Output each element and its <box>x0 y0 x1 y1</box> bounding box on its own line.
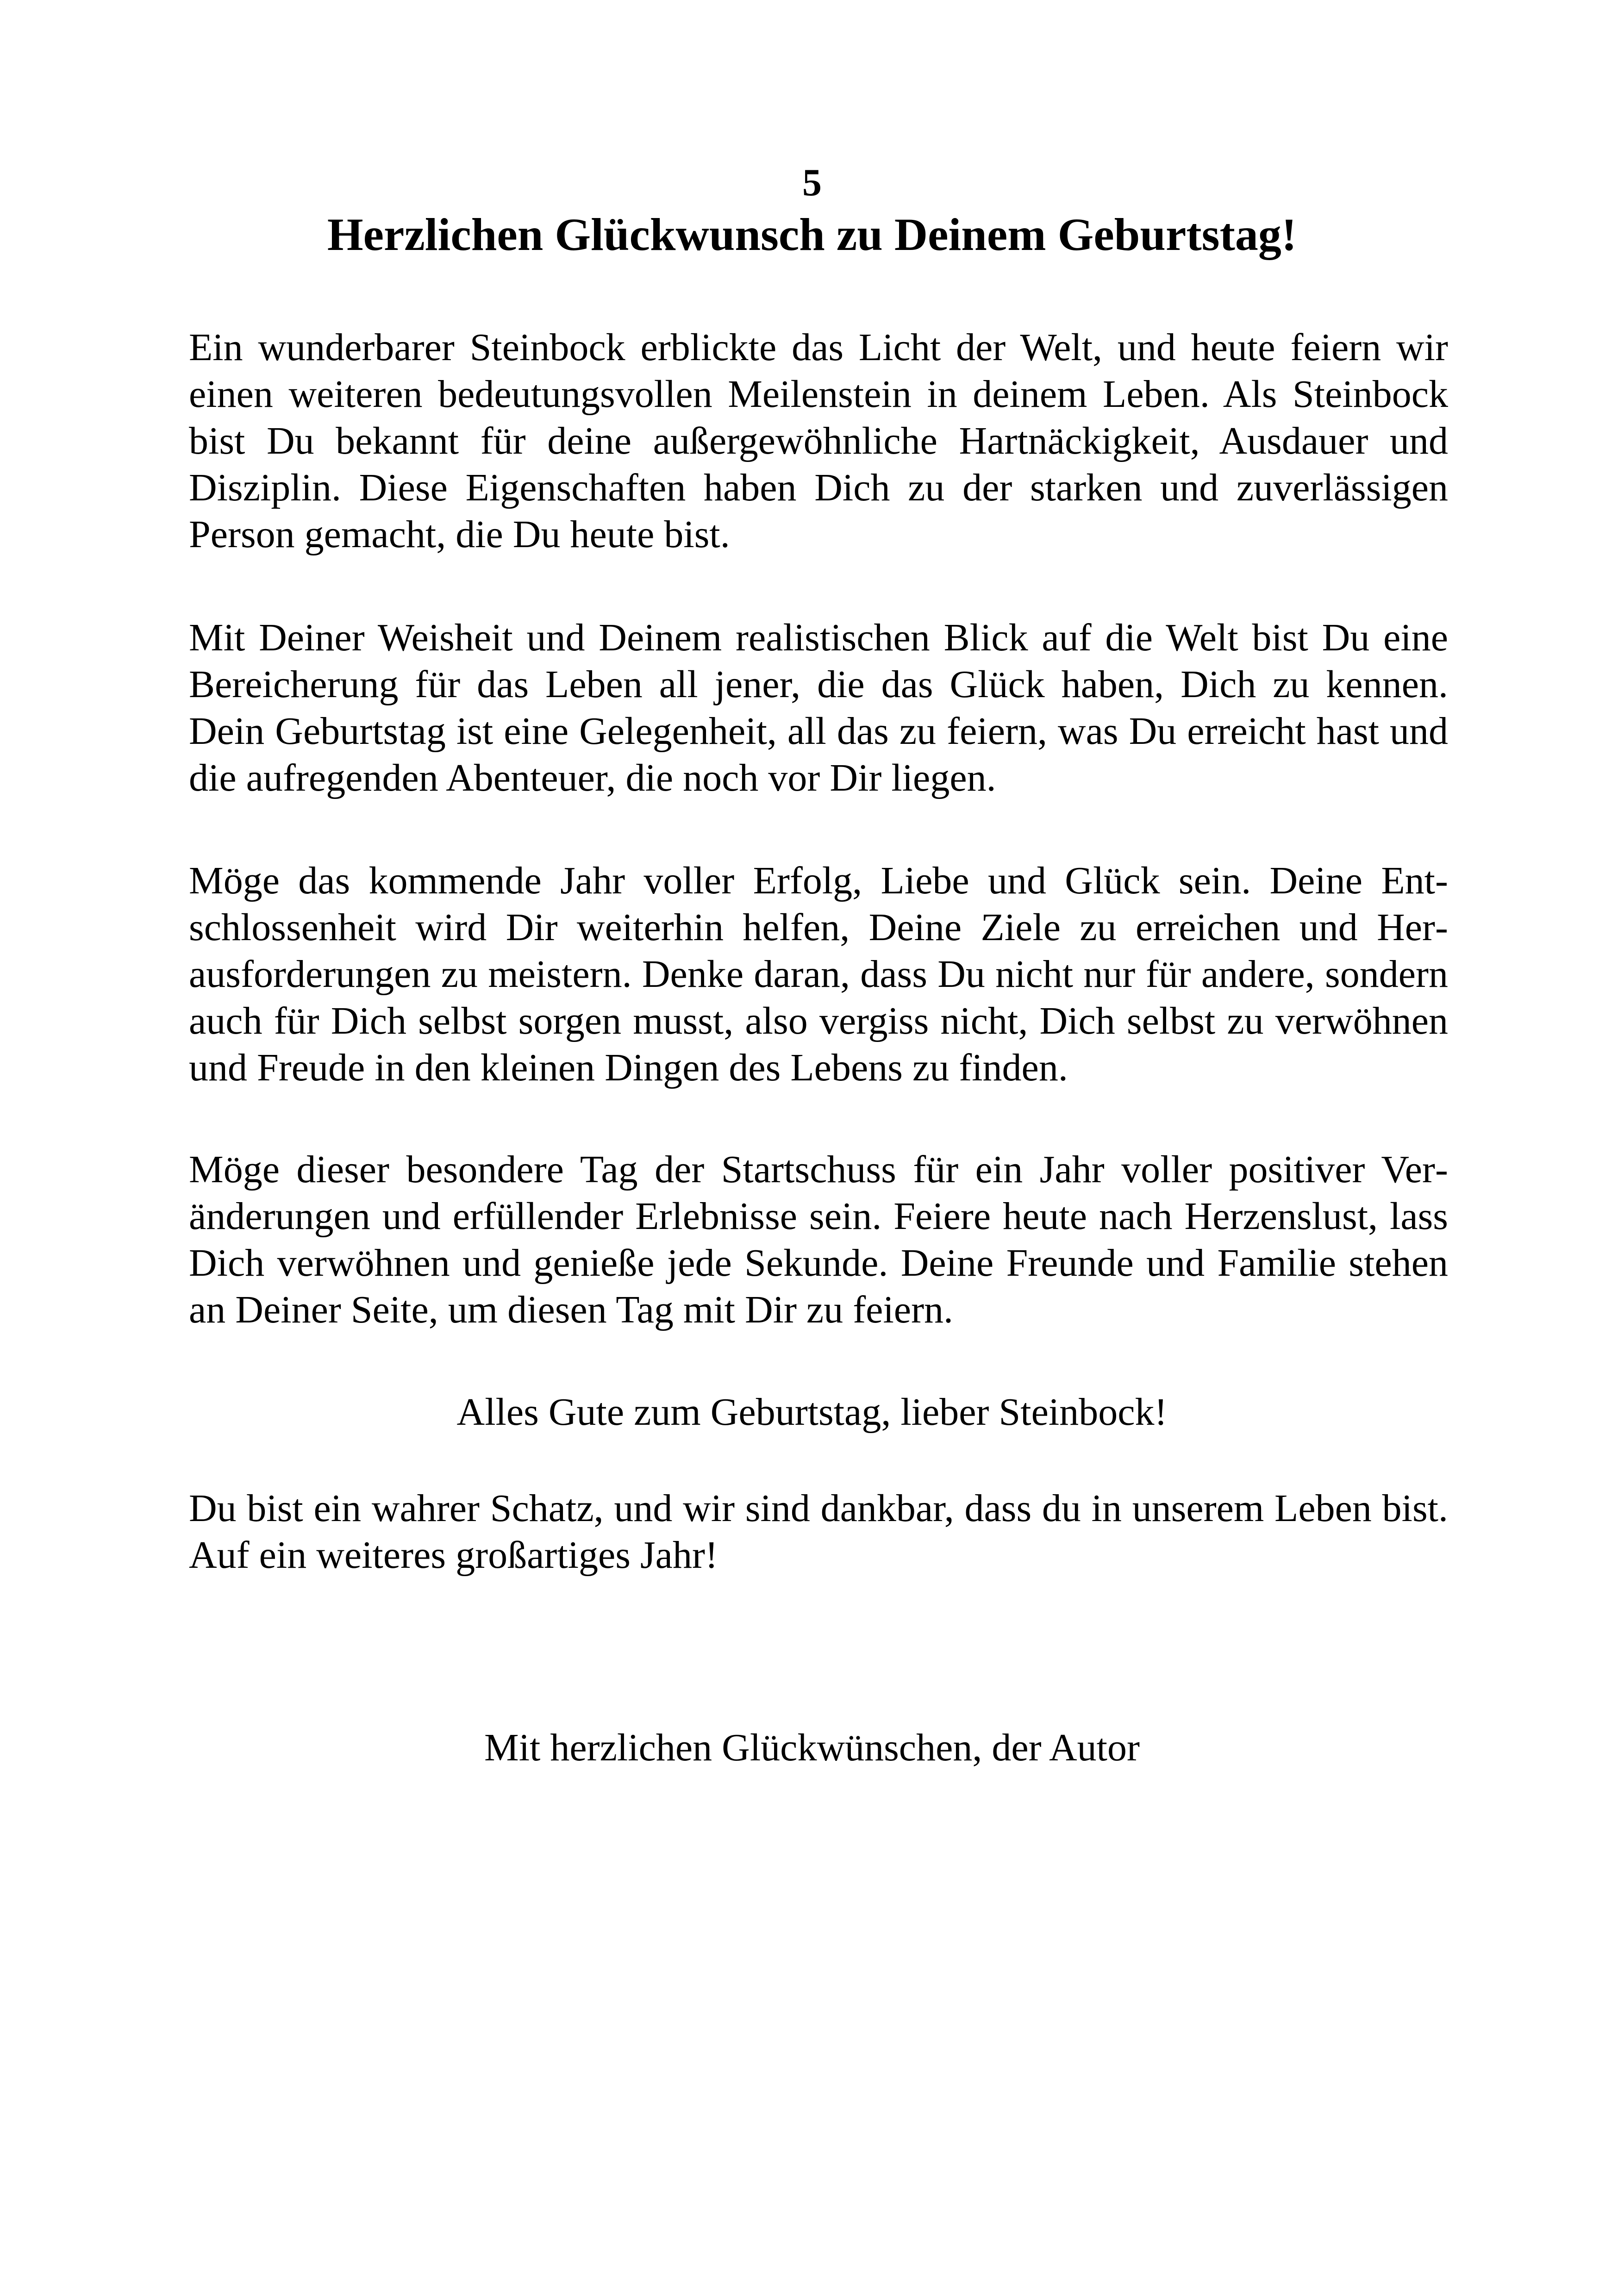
paragraph-intro: Ein wunderbarer Steinbock erblickte das Licht der Welt, und heute feiern wir einen weiteren bedeutungsvollen Meilenstein in deinem Leben. Als Steinbock bist Du bekannt für deine außergewöhnliche Hartnäckigkeit, Ausdauer und Disziplin. Diese Eigenschaften haben Dich zu der starken und zuverlässigen Person gemacht, die Du heute bist. <box>189 326 1448 556</box>
signoff: Mit herzlichen Glückwünschen, der Autor <box>484 1726 1140 1769</box>
paragraph-closing: Du bist ein wahrer Schatz, und wir sind dankbar, dass du in unserem Leben bist. Auf ein weiteres großartiges Jahr! <box>189 1487 1448 1577</box>
paragraph-wisdom: Mit Deiner Weisheit und Deinem realistischen Blick auf die Welt bist Du eine Bereicherung für das Leben all jener, die das Glück haben, Dich zu kennen. Dein Geburtstag ist eine Gelegenheit, all das zu feiern, was Du erreicht hast und die aufregenden Abenteuer, die noch vor Dir liegen. <box>189 616 1448 799</box>
page-number: 5 <box>802 161 822 204</box>
birthday-wish: Alles Gute zum Geburtstag, lieber Steinbock! <box>456 1391 1168 1434</box>
page-title: Herzlichen Glückwunsch zu Deinem Geburtstag! <box>327 209 1297 260</box>
paragraph-celebration: Möge dieser besondere Tag der Startschuss für ein Jahr voller positiver Veränderungen und erfüllender Erlebnisse sein. Feiere heute nach Herzenslust, lass Dich verwöhnen und genieße jede Sekunde. Deine Freunde und Familie stehen an Deiner Seite, um diesen Tag mit Dir zu feiern. <box>189 1148 1448 1331</box>
paragraph-wishes: Möge das kommende Jahr voller Erfolg, Liebe und Glück sein. Deine Entschlossenheit wird Dir weiterhin helfen, Deine Ziele zu erreichen und Herausforderungen zu meistern. Denke daran, dass Du nicht nur für andere, sondern auch für Dich selbst sorgen musst, also vergiss nicht, Dich selbst zu verwöhnen und Freude in den kleinen Dingen des Lebens zu finden. <box>189 859 1448 1089</box>
